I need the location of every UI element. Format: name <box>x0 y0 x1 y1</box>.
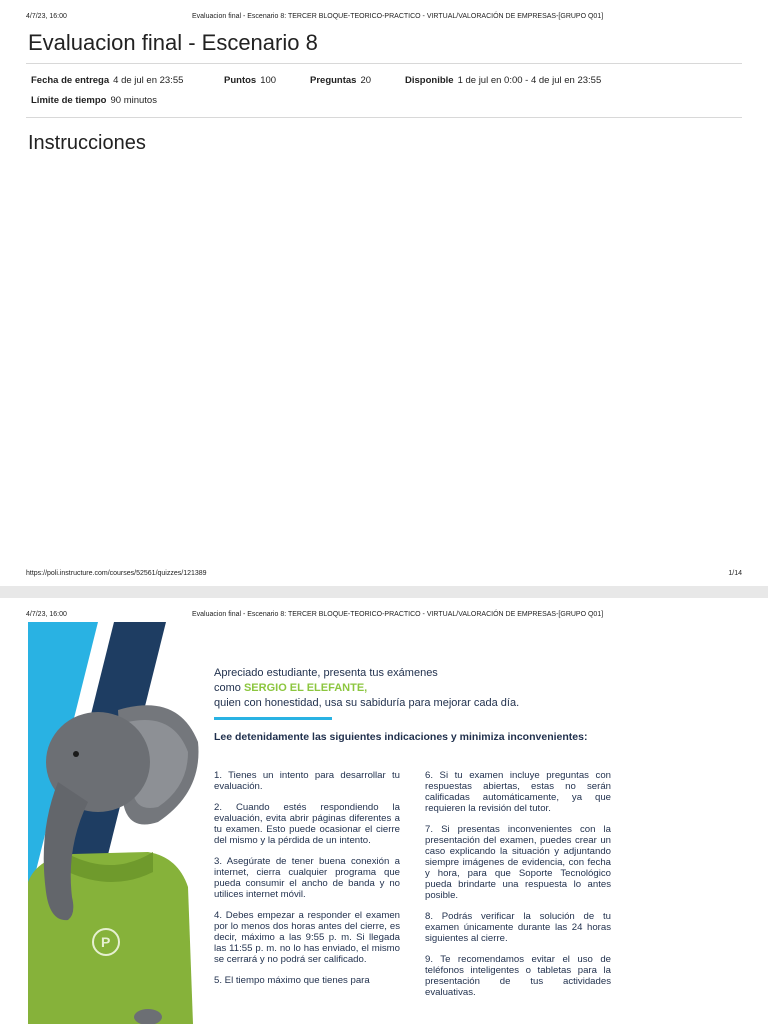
print-title: Evaluacion final - Escenario 8: TERCER BLOQUE-TEORICO-PRACTICO - VIRTUAL/VALORACIÓN DE EMPRESAS-[GRUPO Q01] <box>192 611 604 618</box>
questions-label: Preguntas <box>310 75 357 86</box>
instruction-item: 5. El tiempo máximo que tienes para <box>214 975 370 986</box>
intro-line-1: Apreciado estudiante, presenta tus exámenes <box>214 667 438 679</box>
time-label: Límite de tiempo <box>31 95 107 106</box>
print-header <box>26 13 742 25</box>
due-label: Fecha de entrega <box>31 75 110 86</box>
questions <box>310 75 371 86</box>
available-label: Disponible <box>405 75 454 86</box>
intro-prefix: como <box>214 682 244 694</box>
instructions-column-left <box>214 770 400 996</box>
points-value: 100 <box>260 75 277 86</box>
instructions-column-right <box>425 770 611 1008</box>
intro-highlight: SERGIO EL ELEFANTE, <box>243 682 368 694</box>
quiz-title: Evaluacion final - Escenario 8 <box>28 30 318 55</box>
points <box>224 75 276 86</box>
instruction-item: 7. Si presentas inconvenientes con la presentación del examen, puedes crear un caso explicando la situación y adjuntando siempre imágenes de evidencia, con fecha y hora, para que Soporte Tecnológico pueda brindarte una respuesta lo antes posible. <box>425 824 611 901</box>
time-limit <box>31 95 157 106</box>
points-label: Puntos <box>224 75 257 86</box>
intro-line-2 <box>214 681 519 696</box>
logo-letter: P <box>101 934 111 950</box>
pdf-page-2 <box>0 598 768 1024</box>
print-date: 4/7/23, 16:00 <box>26 13 67 20</box>
instruction-item: 8. Podrás verificar la solución de tu examen únicamente durante las 24 horas siguientes al cierre. <box>425 911 611 944</box>
instruction-item: 3. Asegúrate de tener buena conexión a internet, cierra cualquier programa que pueda consumir el ancho de banda y no utilices internet móvil. <box>214 856 400 900</box>
due-date <box>31 75 183 86</box>
print-url: https://poli.instructure.com/courses/52561/quizzes/121389 <box>26 570 207 577</box>
print-date: 4/7/23, 16:00 <box>26 611 67 618</box>
accent-bar <box>214 717 332 720</box>
print-title: Evaluacion final - Escenario 8: TERCER BLOQUE-TEORICO-PRACTICO - VIRTUAL/VALORACIÓN DE EMPRESAS-[GRUPO Q01] <box>192 13 604 20</box>
instruction-item: 1. Tienes un intento para desarrollar tu evaluación. <box>214 770 400 792</box>
time-value: 90 minutos <box>110 95 157 106</box>
poster-intro <box>214 666 519 711</box>
instruction-item: 2. Cuando estés respondiendo la evaluación, evita abrir páginas diferentes a tu examen. Esto puede ocasionar el cierre del mismo y la pérdida de un intento. <box>214 802 400 846</box>
divider <box>26 117 742 118</box>
instruction-item: 9. Te recomendamos evitar el uso de teléfonos inteligentes o tabletas para la presentación de tus actividades evaluativas. <box>425 954 611 998</box>
poster-subtitle: Lee detenidamente las siguientes indicaciones y minimiza inconvenientes: <box>214 731 588 743</box>
instructions-poster <box>28 622 740 1024</box>
instructions-heading: Instrucciones <box>28 132 146 154</box>
divider <box>26 63 742 64</box>
questions-value: 20 <box>360 75 372 86</box>
due-value: 4 de jul en 23:55 <box>113 75 184 86</box>
availability <box>405 75 601 86</box>
page-number: 1/14 <box>728 570 742 577</box>
instruction-item: 6. Si tu examen incluye preguntas con respuestas abiertas, estas no serán calificadas automáticamente, ya que requieren la revisión del tutor. <box>425 770 611 814</box>
elephant-mascot-illustration <box>28 682 208 1024</box>
instruction-item: 4. Debes empezar a responder el examen por lo menos dos horas antes del cierre, es decir, máximo a las 9:55 p. m. Si llegada las 11:55 p. m. no lo has enviado, el mismo se cerrará y no podrá ser calificado. <box>214 910 400 965</box>
intro-line-3: quien con honestidad, usa su sabiduría para mejorar cada día. <box>214 697 520 709</box>
available-value: 1 de jul en 0:00 - 4 de jul en 23:55 <box>457 75 602 86</box>
